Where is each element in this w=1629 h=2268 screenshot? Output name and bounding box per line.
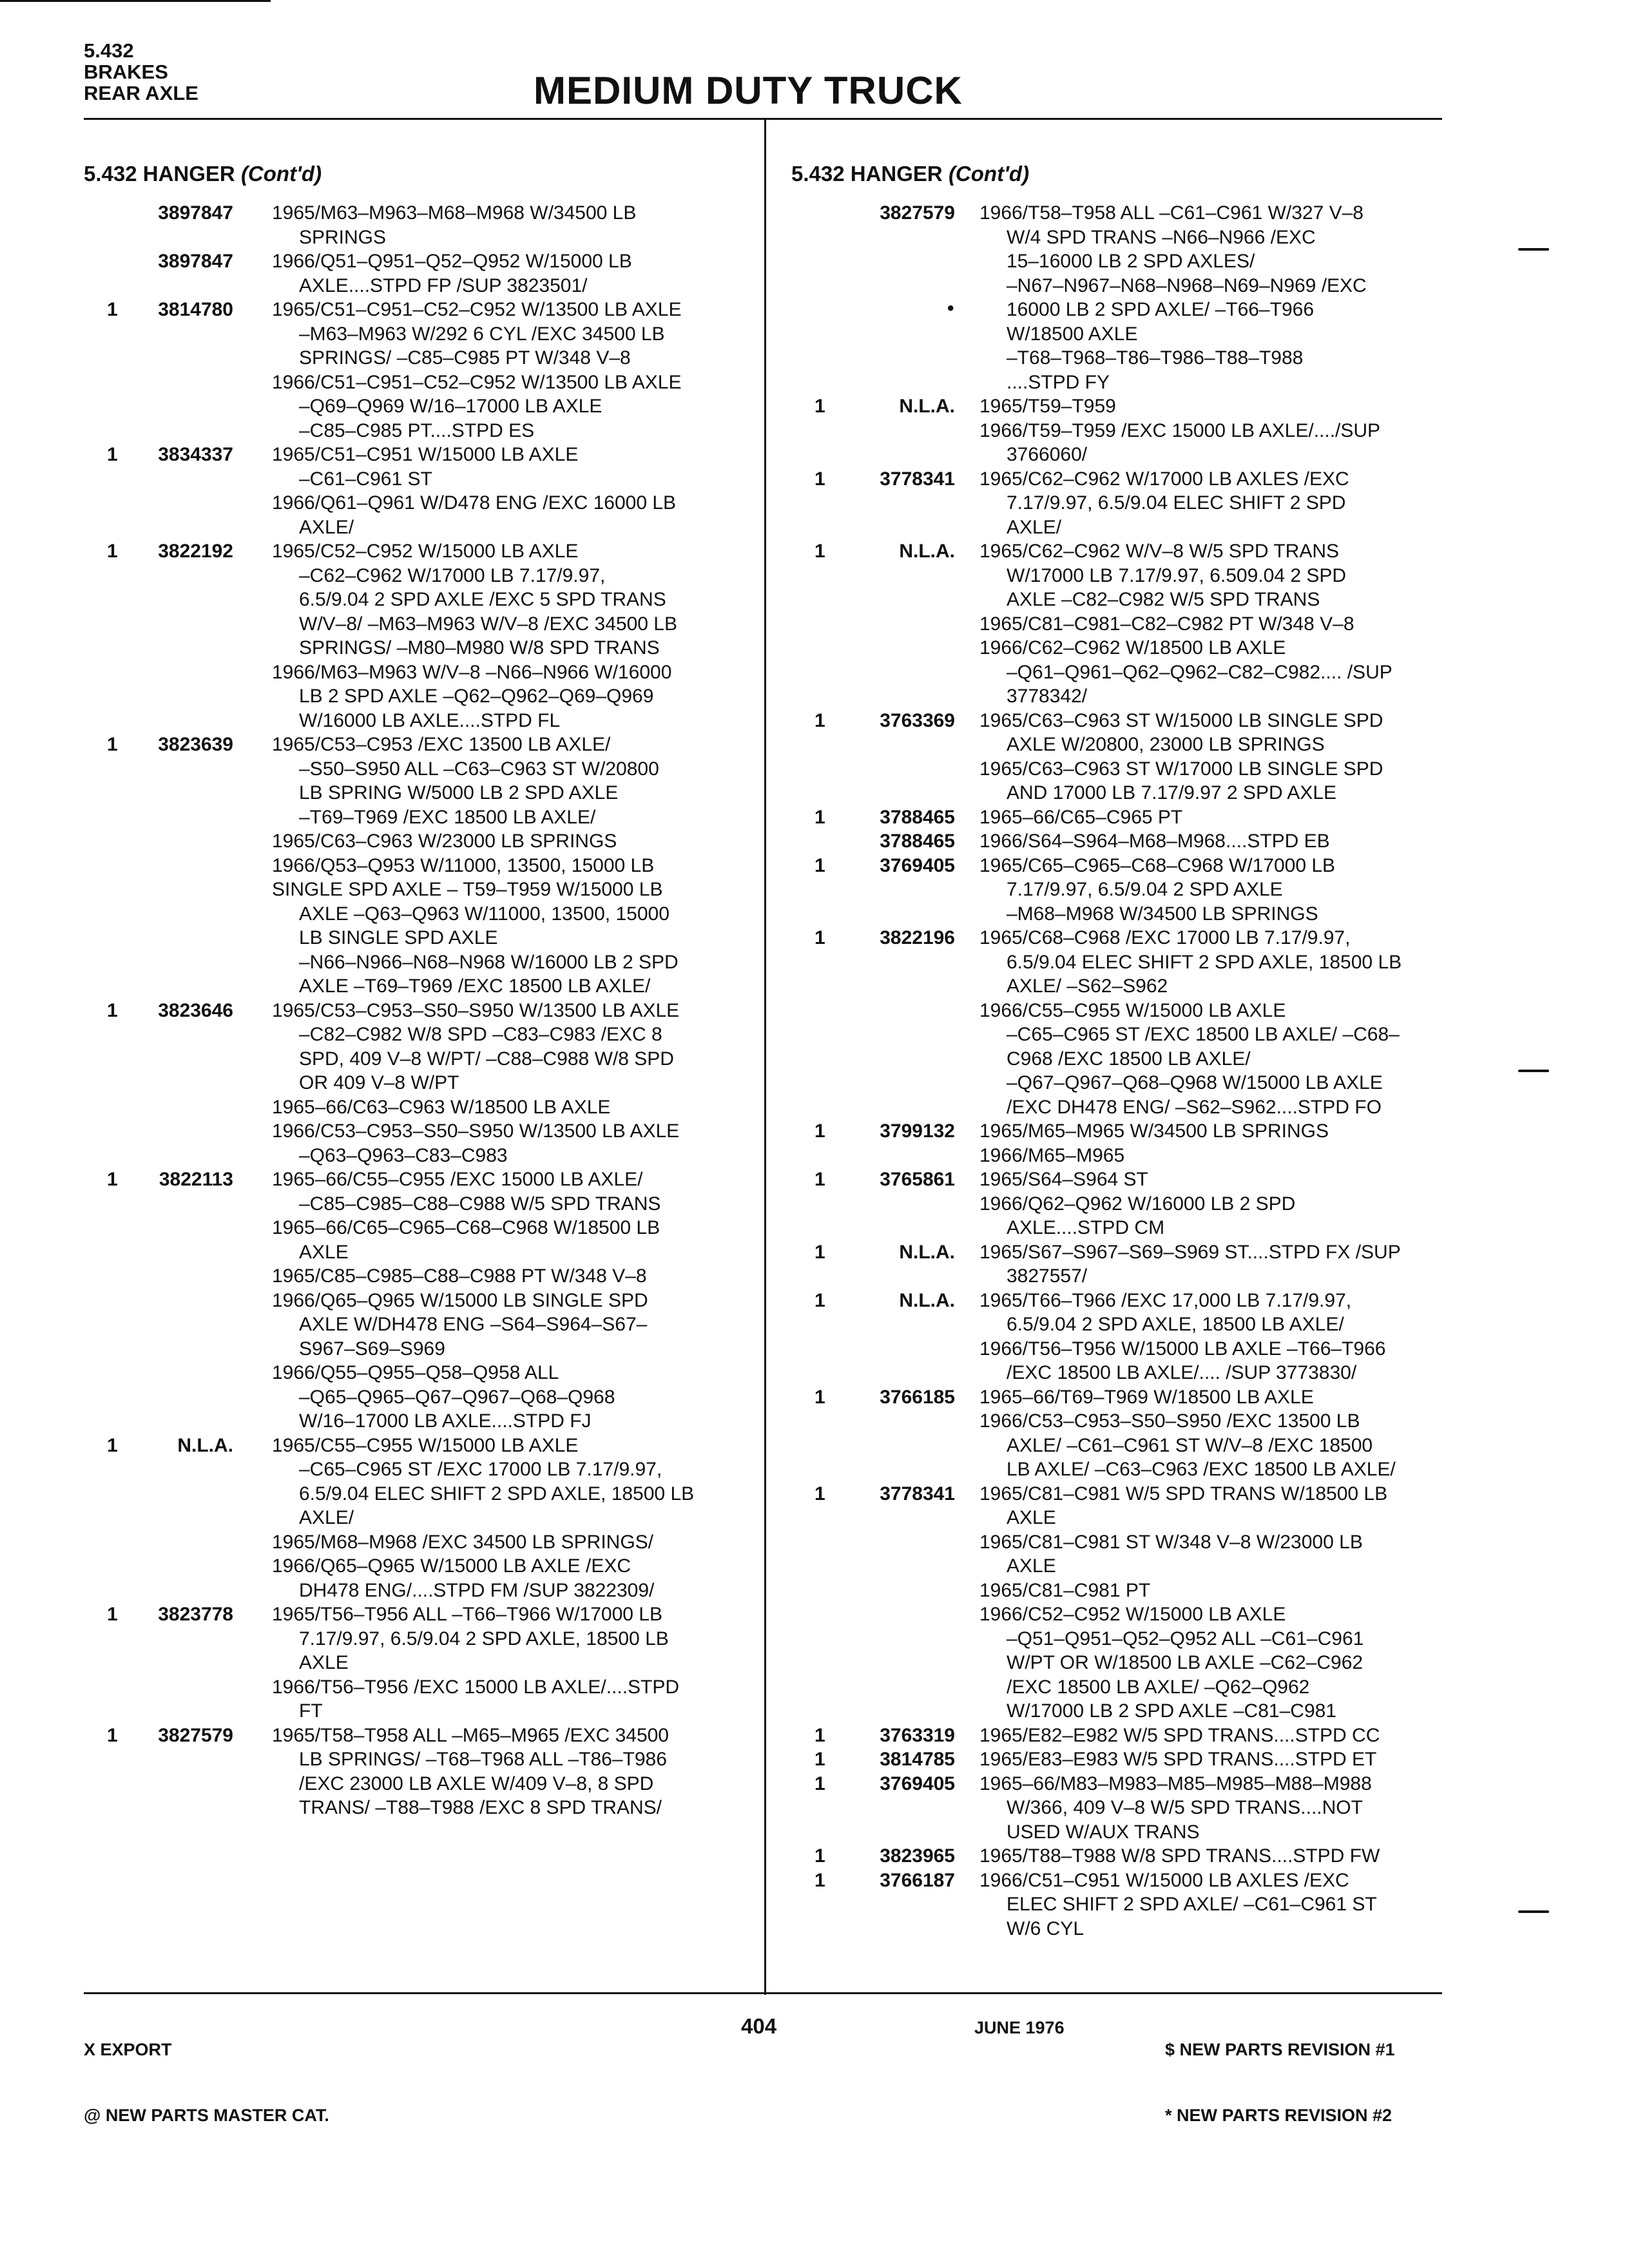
description-line: 1965/C51–C951–C52–C952 W/13500 LB AXLE (272, 299, 682, 320)
description-line: 1965/T66–T966 /EXC 17,000 LB 7.17/9.97, (979, 1289, 1352, 1311)
entry-description (979, 709, 1469, 805)
description-line: 1965/T58–T958 ALL –M65–M965 /EXC 34500 (272, 1724, 669, 1746)
description-line: LB SPRING W/5000 LB 2 SPD AXLE (299, 782, 619, 803)
entry-part-number: 3822113 (159, 1169, 233, 1190)
entry-quantity: 1 (815, 1773, 825, 1794)
entry-part-number: 3799132 (880, 1120, 955, 1142)
left-section-title-continued: (Cont'd) (240, 162, 322, 186)
entry-quantity: 1 (815, 927, 825, 948)
entry-description (979, 854, 1469, 927)
description-line: 1966/C51–C951–C52–C952 W/13500 LB AXLE (272, 371, 682, 393)
entry-description (272, 1724, 762, 1820)
description-line: 1966/C51–C951 W/15000 LB AXLES /EXC (979, 1869, 1349, 1891)
description-line: /EXC DH478 ENG/ –S62–S962....STPD FO (1007, 1096, 1382, 1118)
parts-entry (791, 467, 1349, 540)
description-line: 1965/C55–C955 W/15000 LB AXLE (272, 1434, 579, 1456)
right-section-title-number: 5.432 HANGER (791, 162, 949, 186)
section-label (84, 40, 198, 104)
entry-part-number: 3823639 (158, 734, 233, 755)
description-line: –T68–T968–T86–T986–T88–T988 (1007, 347, 1304, 369)
description-line: 1966/M65–M965 (979, 1144, 1125, 1166)
description-line: W/6 CYL (1007, 1917, 1084, 1939)
description-line: 1966/C52–C952 W/15000 LB AXLE (979, 1604, 1286, 1625)
entry-quantity: 1 (107, 1169, 118, 1190)
description-line: 1966/Q62–Q962 W/16000 LB 2 SPD (979, 1193, 1296, 1215)
entry-description (272, 999, 762, 1168)
description-line: /EXC 23000 LB AXLE W/409 V–8, 8 SPD (299, 1773, 654, 1794)
entry-quantity: 1 (815, 854, 825, 876)
section-group: BRAKES (84, 61, 168, 83)
left-column (84, 161, 695, 1820)
entry-part-number: N.L.A. (899, 1241, 955, 1263)
left-section-title-number: 5.432 HANGER (84, 162, 241, 186)
description-line: LB 2 SPD AXLE –Q62–Q962–Q69–Q969 (299, 686, 654, 707)
page-number: 404 (741, 2014, 777, 2038)
description-line: 1965/T56–T956 ALL –T66–T966 W/17000 LB (272, 1604, 662, 1625)
entry-description (979, 1168, 1469, 1240)
description-line: –Q65–Q965–Q67–Q967–Q68–Q968 (299, 1386, 615, 1408)
description-line: –Q61–Q961–Q62–Q962–C82–C982.... /SUP (1007, 661, 1393, 683)
description-line: 1966/C53–C953–S50–S950 /EXC 13500 LB (979, 1410, 1360, 1432)
description-line: 1965/S64–S964 ST (979, 1169, 1148, 1190)
entry-description (979, 1289, 1469, 1385)
description-line: AXLE....STPD CM (1007, 1217, 1165, 1238)
parts-entry (84, 298, 682, 443)
left-section-title (84, 161, 322, 201)
entry-quantity: 1 (815, 1869, 825, 1891)
parts-entry (791, 539, 1393, 709)
parts-entry (84, 1602, 680, 1724)
entry-quantity: 1 (815, 709, 825, 731)
description-line: 1965/C53–C953–S50–S950 W/13500 LB AXLE (272, 999, 680, 1021)
description-line: 7.17/9.97, 6.5/9.04 2 SPD AXLE (1007, 879, 1283, 900)
parts-entry (791, 394, 1381, 467)
description-line: 1966/S64–S964–M68–M968....STPD EB (979, 831, 1330, 852)
parts-entry (791, 926, 1402, 1119)
parts-entry (791, 854, 1336, 927)
parts-entry (84, 1434, 695, 1603)
description-line: AXLE W/20800, 23000 LB SPRINGS (1007, 734, 1325, 755)
description-line: 1966/C53–C953–S50–S950 W/13500 LB AXLE (272, 1120, 680, 1142)
description-line: 1965/M65–M965 W/34500 LB SPRINGS (979, 1120, 1329, 1142)
description-line: 1966/Q61–Q961 W/D478 ENG /EXC 16000 LB (272, 492, 677, 514)
entry-part-number: 3788465 (880, 806, 955, 828)
parts-entry (791, 1482, 1388, 1724)
description-line: –T69–T969 /EXC 18500 LB AXLE/ (299, 806, 596, 828)
description-line: –M68–M968 W/34500 LB SPRINGS (1007, 903, 1318, 925)
description-line: LB SINGLE SPD AXLE (299, 927, 498, 948)
entry-quantity: 1 (107, 1724, 118, 1746)
entry-quantity: 1 (107, 999, 118, 1021)
entry-quantity: 1 (107, 1434, 118, 1456)
description-line: 1965/M63–M963–M68–M968 W/34500 LB (272, 202, 637, 224)
top-rule (0, 0, 271, 2)
footer-legend-left (84, 1995, 329, 2148)
description-line: AXLE –Q63–Q963 W/11000, 13500, 15000 (299, 903, 670, 925)
entry-part-number: N.L.A. (899, 541, 955, 562)
entry-quantity: 1 (107, 299, 118, 320)
entry-part-number: 3827579 (880, 202, 955, 224)
entry-description (979, 467, 1469, 540)
description-line: 1965/C63–C963 ST W/15000 LB SINGLE SPD (979, 709, 1383, 731)
description-line: 1965/C52–C952 W/15000 LB AXLE (272, 541, 579, 562)
parts-entry (791, 829, 1330, 854)
description-line: –C82–C982 W/8 SPD –C83–C983 /EXC 8 (299, 1024, 662, 1045)
parts-entry (791, 1168, 1296, 1240)
description-line: –N66–N966–N68–N968 W/16000 LB 2 SPD (299, 951, 679, 973)
entry-description (979, 1385, 1469, 1482)
description-line: 1965–66/C55–C955 /EXC 15000 LB AXLE/ (272, 1169, 643, 1190)
description-line: AXLE –T69–T969 /EXC 18500 LB AXLE/ (299, 975, 651, 997)
description-line: /EXC 18500 LB AXLE/.... /SUP 3773830/ (1007, 1362, 1357, 1383)
parts-entry (84, 1168, 661, 1434)
entry-description (272, 539, 762, 733)
entry-description (272, 201, 762, 249)
description-line: AXLE (1007, 1507, 1056, 1528)
entry-quantity: 1 (107, 1604, 118, 1625)
entry-part-number: 3823778 (158, 1604, 233, 1625)
description-line: 6.5/9.04 ELEC SHIFT 2 SPD AXLE, 18500 LB (299, 1483, 695, 1504)
description-line: 1966/Q65–Q965 W/15000 LB SINGLE SPD (272, 1289, 648, 1311)
description-line: 1965/S67–S967–S69–S969 ST....STPD FX /SUP (979, 1241, 1401, 1263)
description-line: 1966/T58–T958 ALL –C61–C961 W/327 V–8 (979, 202, 1364, 224)
entry-description (272, 443, 762, 539)
description-line: 1965–66/C65–C965–C68–C968 W/18500 LB (272, 1217, 660, 1238)
description-line: 1966/C55–C955 W/15000 LB AXLE (979, 999, 1286, 1021)
entry-description (979, 201, 1469, 394)
entry-part-number: 3788465 (880, 831, 955, 852)
description-line: ....STPD FY (1007, 371, 1110, 393)
description-line: W/16–17000 LB AXLE....STPD FJ (299, 1410, 592, 1432)
right-entry-list (791, 201, 1402, 1941)
description-line: DH478 ENG/....STPD FM /SUP 3822309/ (299, 1579, 655, 1601)
parts-entry (84, 1724, 669, 1820)
description-line: 1965/C68–C968 /EXC 17000 LB 7.17/9.97, (979, 927, 1351, 948)
entry-quantity: 1 (815, 468, 825, 490)
description-line: –Q67–Q967–Q68–Q968 W/15000 LB AXLE (1007, 1072, 1383, 1093)
description-line: 6.5/9.04 2 SPD AXLE /EXC 5 SPD TRANS (299, 589, 666, 610)
description-line: –C62–C962 W/17000 LB 7.17/9.97, (299, 564, 606, 586)
entry-quantity: 1 (815, 1289, 825, 1311)
entry-part-number: N.L.A. (177, 1434, 233, 1456)
description-line: 1965/C81–C981 ST W/348 V–8 W/23000 LB (979, 1531, 1363, 1553)
description-line: LB AXLE/ –C63–C963 /EXC 18500 LB AXLE/ (1007, 1459, 1396, 1480)
entry-part-number: 3822192 (158, 541, 233, 562)
entry-quantity: 1 (815, 1386, 825, 1408)
description-line: AXLE....STPD FP /SUP 3823501/ (299, 274, 588, 296)
footer-legend-right (1165, 1995, 1395, 2148)
entry-quantity: 1 (107, 444, 118, 465)
description-line: USED W/AUX TRANS (1007, 1821, 1200, 1843)
description-line: –C85–C985 PT....STPD ES (299, 419, 535, 441)
entry-quantity: 1 (815, 806, 825, 828)
description-line: S967–S69–S969 (299, 1338, 445, 1360)
parts-entry (791, 1772, 1372, 1845)
entry-quantity: 1 (815, 396, 825, 417)
parts-entry (84, 733, 679, 999)
entry-part-number: 3769405 (880, 854, 955, 876)
entry-description (979, 1240, 1469, 1289)
description-line: 3827557/ (1007, 1265, 1088, 1287)
description-line: 3766060/ (1007, 444, 1088, 465)
description-line: 7.17/9.97, 6.5/9.04 2 SPD AXLE, 18500 LB (299, 1628, 669, 1649)
description-line: /EXC 18500 LB AXLE/ –Q62–Q962 (1007, 1676, 1310, 1698)
entry-description (272, 249, 762, 298)
description-line: –C65–C965 ST /EXC 17000 LB 7.17/9.97, (299, 1459, 662, 1480)
parts-entry (791, 1747, 1377, 1772)
entry-part-number: 3823646 (158, 999, 233, 1021)
description-line: 1965/E82–E982 W/5 SPD TRANS....STPD CC (979, 1724, 1380, 1746)
description-line: 1965–66/T69–T969 W/18500 LB AXLE (979, 1386, 1314, 1408)
entry-part-number: N.L.A. (899, 1289, 955, 1311)
description-line: 3778342/ (1007, 686, 1088, 707)
description-line: 1965/C81–C981 PT (979, 1579, 1151, 1601)
description-line: –M63–M963 W/292 6 CYL /EXC 34500 LB (299, 323, 665, 345)
margin-revision-mark (1518, 1910, 1549, 1913)
description-line: 1966/Q53–Q953 W/11000, 13500, 15000 LB (272, 854, 655, 876)
description-line: 1965/C63–C963 ST W/17000 LB SINGLE SPD (979, 758, 1383, 780)
description-line: 1965/E83–E983 W/5 SPD TRANS....STPD ET (979, 1749, 1377, 1770)
description-line: AND 17000 LB 7.17/9.97 2 SPD AXLE (1007, 782, 1337, 803)
section-number: 5.432 (84, 39, 134, 62)
entry-part-number: 3827579 (158, 1724, 233, 1746)
publication-date: JUNE 1976 (974, 2018, 1065, 2037)
entry-quantity: 1 (815, 1120, 825, 1142)
entry-quantity: 1 (107, 541, 118, 562)
description-line: AXLE W/DH478 ENG –S64–S964–S67– (299, 1314, 648, 1335)
footer-revision-2: * NEW PARTS REVISION #2 (1165, 2106, 1393, 2125)
description-line: SPD, 409 V–8 W/PT/ –C88–C988 W/8 SPD (299, 1048, 674, 1070)
parts-entry (791, 201, 1367, 394)
parts-entry (791, 1289, 1386, 1385)
description-line: OR 409 V–8 W/PT (299, 1072, 459, 1093)
description-line: 6.5/9.04 ELEC SHIFT 2 SPD AXLE, 18500 LB (1007, 951, 1402, 973)
entry-description (979, 805, 1469, 830)
entry-part-number: 3765861 (880, 1169, 955, 1190)
footer-rule (84, 1992, 1442, 1994)
description-line: 1966/Q55–Q955–Q58–Q958 ALL (272, 1362, 559, 1383)
parts-entry (791, 1844, 1380, 1869)
description-line: 1965/C65–C965–C68–C968 W/17000 LB (979, 854, 1336, 876)
entry-quantity: 1 (815, 541, 825, 562)
parts-entry (84, 539, 677, 733)
parts-entry (791, 1240, 1401, 1289)
footer-revision-1: $ NEW PARTS REVISION #1 (1165, 2040, 1395, 2059)
description-line: 15–16000 LB 2 SPD AXLES/ (1007, 251, 1255, 272)
parts-entry (791, 1385, 1396, 1482)
entry-description (979, 1482, 1469, 1724)
section-subgroup: REAR AXLE (84, 82, 198, 104)
header-rule (84, 118, 1442, 120)
parts-entry (791, 1724, 1380, 1748)
entry-description (979, 1869, 1469, 1941)
entry-part-number: 3778341 (880, 1483, 955, 1504)
entry-description (979, 539, 1469, 709)
description-line: 1965/C81–C981 W/5 SPD TRANS W/18500 LB (979, 1483, 1388, 1504)
entry-part-number: 3763319 (880, 1724, 955, 1746)
description-line: –N67–N967–N68–N968–N69–N969 /EXC (1007, 274, 1367, 296)
page-title: MEDIUM DUTY TRUCK (534, 69, 963, 112)
description-line: 7.17/9.97, 6.5/9.04 ELEC SHIFT 2 SPD (1007, 492, 1346, 514)
description-line: AXLE/ (1007, 516, 1062, 538)
description-line: –Q63–Q963–C83–C983 (299, 1144, 508, 1166)
parts-entry (84, 443, 677, 539)
entry-quantity: 1 (815, 1845, 825, 1867)
parts-entry (791, 805, 1183, 830)
footer-export-note: X EXPORT (84, 2040, 172, 2059)
description-line: 1965/C85–C985–C88–C988 PT W/348 V–8 (272, 1265, 647, 1287)
entry-part-number: 3766187 (880, 1869, 955, 1891)
entry-description (272, 1168, 762, 1434)
description-line: 1965/C62–C962 W/V–8 W/5 SPD TRANS (979, 541, 1340, 562)
description-line: 1965–66/M83–M983–M85–M985–M88–M988 (979, 1773, 1372, 1794)
entry-part-number: 3769405 (880, 1773, 955, 1794)
parts-entry (791, 709, 1383, 805)
right-section-title (791, 161, 1029, 201)
description-line: SPRINGS/ –C85–C985 PT W/348 V–8 (299, 347, 631, 369)
description-line: 1966/C62–C962 W/18500 LB AXLE (979, 637, 1286, 658)
description-line: 1966/T59–T959 /EXC 15000 LB AXLE/..../SUP (979, 419, 1381, 441)
description-line: C968 /EXC 18500 LB AXLE/ (1007, 1048, 1251, 1070)
right-section-title-continued: (Cont'd) (948, 162, 1030, 186)
entry-part-number: 3814785 (880, 1749, 955, 1770)
entry-description (979, 1119, 1469, 1168)
description-line: SPRINGS/ –M80–M980 W/8 SPD TRANS (299, 637, 660, 658)
description-line: –S50–S950 ALL –C63–C963 ST W/20800 (299, 758, 659, 780)
description-line: 1965/C63–C963 W/23000 LB SPRINGS (272, 831, 617, 852)
entry-part-number: 3778341 (880, 468, 955, 490)
description-line: W/17000 LB 7.17/9.97, 6.509.04 2 SPD (1007, 564, 1347, 586)
parts-entry (84, 201, 637, 249)
parts-entry (84, 249, 632, 298)
description-line: –C65–C965 ST /EXC 18500 LB AXLE/ –C68– (1007, 1024, 1400, 1045)
description-line: W/18500 AXLE (1007, 323, 1138, 345)
description-line: 1966/Q65–Q965 W/15000 LB AXLE /EXC (272, 1555, 631, 1577)
entry-part-number: 3763369 (880, 709, 955, 731)
entry-part-number: 3834337 (158, 444, 233, 465)
description-line: 16000 LB 2 SPD AXLE/ –T66–T966 (1007, 299, 1314, 320)
description-line: 1965/C62–C962 W/17000 LB AXLES /EXC (979, 468, 1349, 490)
description-line: W/4 SPD TRANS –N66–N966 /EXC (1007, 226, 1316, 248)
parts-entry (84, 999, 680, 1168)
description-line: W/17000 LB 2 SPD AXLE –C81–C981 (1007, 1700, 1336, 1722)
entry-quantity: 1 (107, 734, 118, 755)
description-line: FT (299, 1700, 323, 1722)
entry-quantity: 1 (815, 1483, 825, 1504)
description-line: 1965/T59–T959 (979, 396, 1116, 417)
description-line: 1965/M68–M968 /EXC 34500 LB SPRINGS/ (272, 1531, 654, 1553)
entry-part-number: 3897847 (158, 202, 233, 224)
entry-description (979, 926, 1469, 1119)
entry-quantity: 1 (815, 1169, 825, 1190)
description-line: –C61–C961 ST (299, 468, 432, 490)
entry-part-number: 3822196 (880, 927, 955, 948)
entry-description (272, 1602, 762, 1724)
entry-part-number: 3766185 (880, 1386, 955, 1408)
description-line: 1966/M63–M963 W/V–8 –N66–N966 W/16000 (272, 661, 672, 683)
entry-description (979, 829, 1469, 854)
description-line: AXLE/ (299, 1507, 354, 1528)
description-line: AXLE/ –S62–S962 (1007, 975, 1168, 997)
description-line: AXLE –C82–C982 W/5 SPD TRANS (1007, 589, 1320, 610)
description-line: AXLE (299, 1652, 349, 1673)
description-line: –Q51–Q951–Q52–Q952 ALL –C61–C961 (1007, 1628, 1364, 1649)
entry-description (979, 394, 1469, 467)
entry-quantity: 1 (815, 1724, 825, 1746)
description-line: W/V–8/ –M63–M963 W/V–8 /EXC 34500 LB (299, 613, 677, 635)
description-line: 1966/T56–T956 W/15000 LB AXLE –T66–T966 (979, 1338, 1386, 1360)
entry-description (979, 1844, 1469, 1869)
entry-description (979, 1772, 1469, 1845)
margin-revision-mark (1518, 248, 1549, 251)
description-line: 6.5/9.04 2 SPD AXLE, 18500 LB AXLE/ (1007, 1314, 1344, 1335)
description-line: 1965/C81–C981–C82–C982 PT W/348 V–8 (979, 613, 1354, 635)
description-line: 1966/T56–T956 /EXC 15000 LB AXLE/....STPD (272, 1676, 680, 1698)
entry-description (979, 1724, 1469, 1748)
description-line: AXLE (299, 1241, 349, 1263)
description-line: W/366, 409 V–8 W/5 SPD TRANS....NOT (1007, 1797, 1363, 1818)
parts-entry (791, 1119, 1329, 1168)
description-line: W/PT OR W/18500 LB AXLE –C62–C962 (1007, 1652, 1364, 1673)
description-line: 1966/Q51–Q951–Q52–Q952 W/15000 LB (272, 251, 632, 272)
entry-part-number: 3814780 (158, 299, 233, 320)
footer-master-cat-note: @ NEW PARTS MASTER CAT. (84, 2106, 329, 2125)
left-entry-list (84, 201, 695, 1820)
entry-part-number: N.L.A. (899, 396, 955, 417)
entry-quantity: 1 (815, 1749, 825, 1770)
entry-quantity: 1 (815, 1241, 825, 1263)
description-line: –Q69–Q969 W/16–17000 LB AXLE (299, 396, 602, 417)
column-divider (764, 120, 766, 1995)
right-column (791, 161, 1402, 1941)
description-line: AXLE/ (299, 516, 354, 538)
description-line: AXLE (1007, 1555, 1056, 1577)
description-line: 1965–66/C63–C963 W/18500 LB AXLE (272, 1096, 611, 1118)
description-line: 1965–66/C65–C965 PT (979, 806, 1183, 828)
description-line: ELEC SHIFT 2 SPD AXLE/ –C61–C961 ST (1007, 1894, 1377, 1915)
parts-entry (791, 1869, 1377, 1941)
description-line: 1965/T88–T988 W/8 SPD TRANS....STPD FW (979, 1845, 1380, 1867)
margin-revision-mark (1518, 1070, 1549, 1072)
description-line: SINGLE SPD AXLE – T59–T959 W/15000 LB (272, 879, 663, 900)
entry-part-number: 3897847 (158, 251, 233, 272)
description-line: 1965/C51–C951 W/15000 LB AXLE (272, 444, 579, 465)
revision-bullet: • (947, 298, 954, 319)
entry-description (272, 298, 762, 443)
description-line: SPRINGS (299, 226, 387, 248)
entry-description (979, 1747, 1469, 1772)
description-line: LB SPRINGS/ –T68–T968 ALL –T86–T986 (299, 1749, 667, 1770)
entry-description (272, 733, 762, 999)
description-line: TRANS/ –T88–T988 /EXC 8 SPD TRANS/ (299, 1797, 662, 1818)
entry-part-number: 3823965 (880, 1845, 955, 1867)
description-line: 1965/C53–C953 /EXC 13500 LB AXLE/ (272, 734, 611, 755)
description-line: AXLE/ –C61–C961 ST W/V–8 /EXC 18500 (1007, 1434, 1373, 1456)
entry-description (272, 1434, 762, 1603)
description-line: W/16000 LB AXLE....STPD FL (299, 709, 561, 731)
description-line: –C85–C985–C88–C988 W/5 SPD TRANS (299, 1193, 661, 1215)
